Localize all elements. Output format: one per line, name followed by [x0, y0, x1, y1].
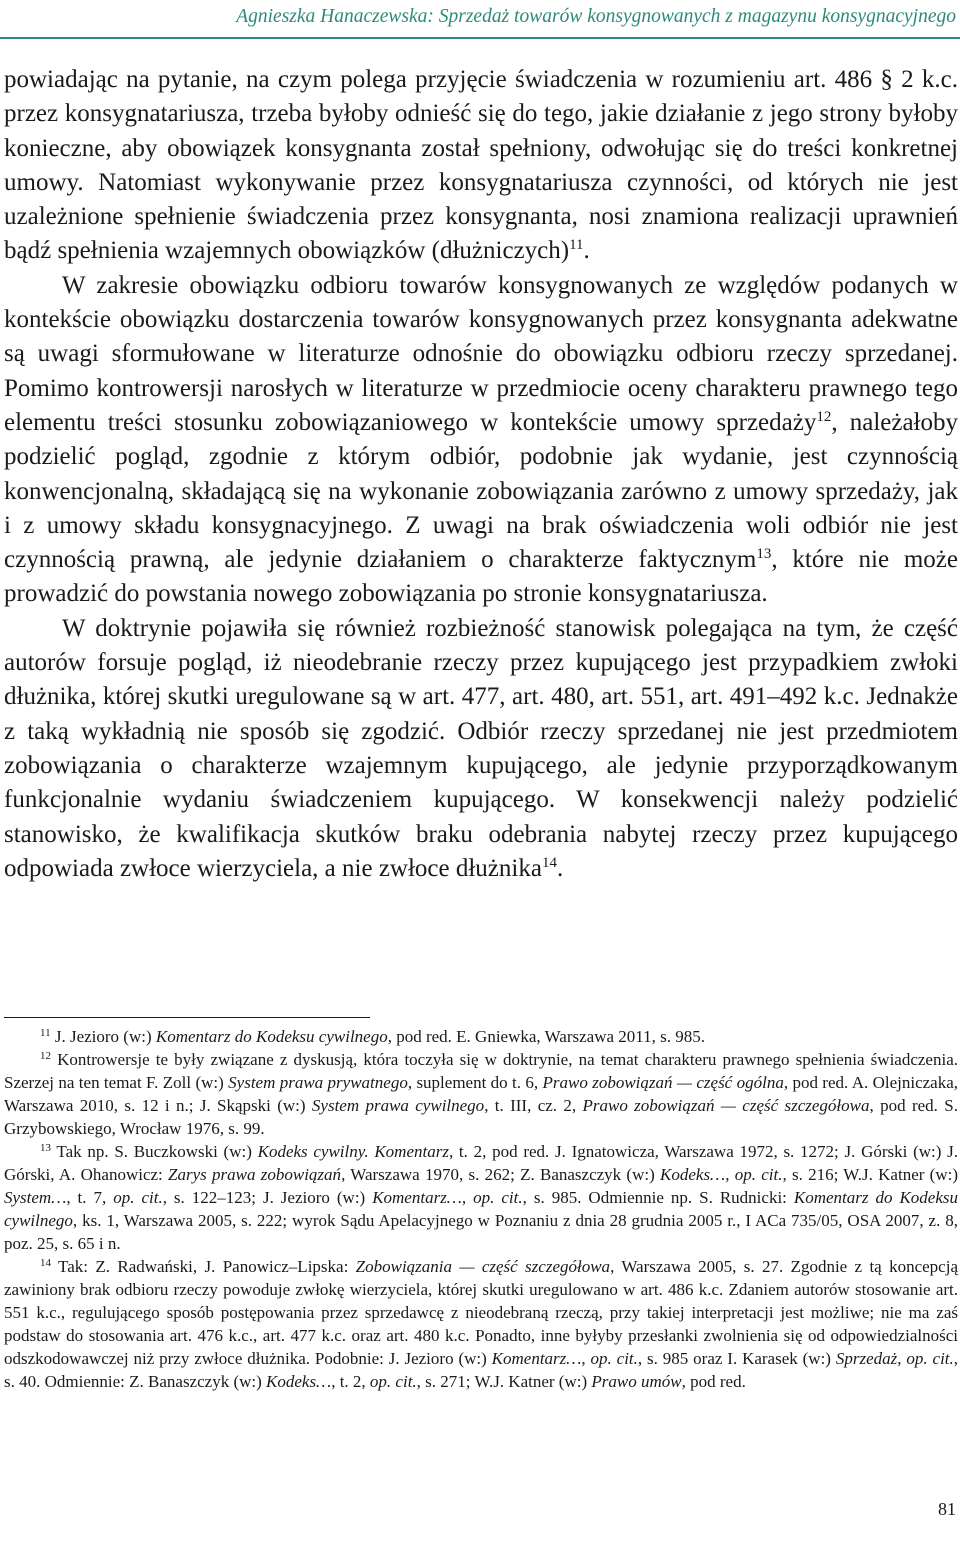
footnote-title: Sprzedaż: [835, 1349, 898, 1368]
footnote-text: , t. 7,: [66, 1188, 114, 1207]
text-run: powiadając na pytanie, na czym polega przyjęcie świadczenia w rozumieniu art. 486 § 2 k.c. przez konsygnatariusza, trzeba byłoby odnieść się do tego, jakie działanie z jego strony byłoby konieczne, aby obowiązek konsygnanta został spełniony, odwołując się do treści konkretnej umowy. Natomiast wykonywanie przez konsygnatariusza czynności, od których nie jest uzależnione spełnienie świadczenia przez konsygnanta, nosi znamiona realizacji uprawnień bądź spełnienia wzajemnych obowiązków (dłużniczych): [4, 66, 958, 265]
footnote-title: op. cit.: [906, 1349, 954, 1368]
footnote-text: , pod red. S. Grzybowskiego, Wrocław 1976, s. 99.: [4, 1096, 958, 1138]
page-number: 81: [938, 1499, 956, 1519]
footnote-title: System prawa cywilnego: [311, 1096, 485, 1115]
text-run: , należałoby podzielić pogląd, zgodnie z którym odbiór, podobnie jak wydanie, jest czynnością konwencjonalną, składającą się na wykonanie zobowiązania zarówno z umowy sprzedaży, jak i z umowy składu konsygnacyjnego. Z uwagi na brak oświadczenia woli odbiór nie jest czynnością prawną, ale jedynie działaniem o charakterze faktycznym: [4, 408, 958, 574]
footnote: [4, 1140, 958, 1255]
footnote-separator: [4, 1017, 370, 1018]
footnote-title: op. cit.: [369, 1372, 417, 1391]
footnote-text: ,: [581, 1349, 591, 1368]
footnote-text: , t. 2,: [331, 1372, 370, 1391]
footnote-title: Komentarz…: [491, 1349, 582, 1368]
footnote-title: Kodeks cywilny. Komentarz: [257, 1142, 449, 1161]
text-run: , które nie może prowadzić do powstania nowego zobowiązania po stronie konsygnatariusza.: [4, 546, 958, 608]
footnote-text: , Warszawa 2005, s. 27. Zgodnie z tą koncepcją zawiniony brak odbioru rzeczy powoduje zwłokę wierzyciela, której skutki uregulowano w art. 486 k.c. Zdaniem autorów stosowanie art. 551 k.c., regulującego sposób postępowania przez sprzedawcę z nieodebraną rzeczą, przy takiej interpretacji jest możliwe; nie ma zaś podstaw do stosowania art. 476 k.c., art. 477 k.c. oraz art. 480 k.c. Ponadto, inne byłyby przesłanki zwolnienia się od odpowiedzialności odszkodowawczej niż przy zwłoce dłużnika. Podobnie: J. Jezioro (w:): [4, 1257, 958, 1368]
footnote-title: Kodeks…: [660, 1165, 726, 1184]
footnote-number: 12: [40, 1050, 51, 1062]
footnote-text: , s. 271; W.J. Katner (w:): [416, 1372, 592, 1391]
footnote-title: Zobowiązania — część szczegółowa: [355, 1257, 611, 1276]
paragraph: [4, 612, 958, 886]
footnote-text: , suplement do t. 6,: [407, 1073, 543, 1092]
footnote-text: , t. III, cz. 2,: [484, 1096, 583, 1115]
running-header: Agnieszka Hanaczewska: Sprzedaż towarów konsygnowanych z magazynu konsygnacyjnego: [236, 6, 956, 27]
footnote-title: Prawo umów: [591, 1372, 682, 1391]
footnote-title: op. cit.: [473, 1188, 523, 1207]
footnote-text: , s. 985 oraz I. Karasek (w:): [637, 1349, 836, 1368]
paragraph: [4, 269, 958, 612]
footnote-text: , t. 2, pod red. J. Ignatowicza, Warszawa 1972, s. 1272; J. Górski (w:) J. Górski, A. Ohanowicz:: [4, 1142, 958, 1184]
footnote-title: Kodeks…: [266, 1372, 332, 1391]
footnote-ref-14[interactable]: 14: [541, 854, 557, 871]
header-rule: [0, 37, 960, 39]
text-run: W doktrynie pojawiła się również rozbieżność stanowisk polegająca na tym, że część autorów forsuje pogląd, iż nieodebranie rzeczy przez kupującego jest przypadkiem zwłoki dłużnika, której skutki uregulowane są w art. 477, art. 480, art. 551, art. 491–492 k.c. Jednakże z taką wykładnią nie sposób się zgodzić. Odbiór rzeczy sprzedanej nie jest przedmiotem zobowiązania o charakterze wzajemnym kupującego, ale jedynie przyporządkowanym funkcjonalnie wydaniu świadczeniem kupującego. W konsekwencji należy podzielić stanowisko, że kwalifikacja skutków braku odebrania nabytej rzeczy przez kupującego odpowiada zwłoce wierzyciela, a nie zwłoce dłużnika: [4, 614, 958, 882]
footnote-text: , s. 216; W.J. Katner (w:): [782, 1165, 958, 1184]
footnote-text: , ks. 1, Warszawa 2005, s. 222; wyrok Sądu Apelacyjnego w Poznaniu z dnia 28 grudnia 2005 r., I ACa 735/05, OSA 2007, z. 8, poz. 25, s. 65 i n.: [4, 1211, 958, 1253]
footnote: [4, 1048, 958, 1140]
footnote-title: Prawo zobowiązań — część ogólna: [542, 1073, 784, 1092]
footnote-text: Kontrowersje te były związane z dyskusją, która toczyła się w doktrynie, na temat charakteru prawnego spełnienia świadczenia. Szerzej na ten temat F. Zoll (w:): [4, 1050, 958, 1092]
footnote-text: , s. 985. Odmiennie np. S. Rudnicki:: [522, 1188, 794, 1207]
footnote-title: Prawo zobowiązań — część szczegółowa: [582, 1096, 870, 1115]
footnote-title: System prawa prywatnego: [228, 1073, 408, 1092]
footnote-number: 11: [40, 1027, 51, 1039]
footnote-title: System…: [4, 1188, 67, 1207]
footnote-text: ,: [897, 1349, 907, 1368]
footnote-text: ,: [461, 1188, 474, 1207]
footnote-ref-11[interactable]: 11: [569, 237, 584, 254]
text-run: .: [583, 237, 590, 265]
footnote-text: , s. 40. Odmiennie: Z. Banaszczyk (w:): [4, 1349, 959, 1391]
footnote-text: Tak np. S. Buczkowski (w:): [51, 1142, 258, 1161]
footnote-text: , pod red. A. Olejniczaka, Warszawa 2010, s. 12 i n.; J. Skąpski (w:): [4, 1073, 959, 1115]
footnote: [4, 1025, 958, 1048]
text-run: W zakresie obowiązku odbioru towarów konsygnowanych ze względów podanych w kontekście obowiązku dostarczenia towarów konsygnowanych przez konsygnanta adekwatne są uwagi sformułowane w literaturze odnośnie do obowiązku odbioru rzeczy sprzedanej. Pomimo kontrowersji narosłych w literaturze w przedmiocie oceny charakteru prawnego tego elementu treści stosunku zobowiązaniowego w kontekście umowy sprzedaży: [4, 271, 958, 436]
footnote-text: J. Jezioro (w:): [50, 1027, 156, 1046]
footnote-text: , s. 122–123; J. Jezioro (w:): [162, 1188, 373, 1207]
footnotes: [4, 1025, 958, 1393]
footnote-text: , Warszawa 1970, s. 262; Z. Banaszczyk (w:): [341, 1165, 661, 1184]
main-text: [4, 63, 958, 886]
footnote-text: , pod red.: [681, 1372, 746, 1391]
footnote-text: , pod red. E. Gniewka, Warszawa 2011, s. 985.: [387, 1027, 706, 1046]
footnote-title: op. cit.: [734, 1165, 783, 1184]
footnote-ref-12[interactable]: 12: [816, 408, 832, 425]
footnote-text: ,: [725, 1165, 735, 1184]
footnote-title: Komentarz do Kodeksu cywilnego: [4, 1188, 958, 1230]
footnote-number: 14: [40, 1257, 51, 1269]
footnote-title: Komentarz…: [372, 1188, 462, 1207]
footnote-number: 13: [40, 1142, 51, 1154]
footnote-title: op. cit.: [113, 1188, 163, 1207]
footnote-text: Tak: Z. Radwański, J. Panowicz–Lipska:: [51, 1257, 356, 1276]
footnote-title: Zarys prawa zobowiązań: [168, 1165, 342, 1184]
footnote-title: Komentarz do Kodeksu cywilnego: [155, 1027, 388, 1046]
paragraph: [4, 63, 958, 269]
footnote: [4, 1255, 958, 1393]
footnote-ref-13[interactable]: 13: [756, 546, 772, 563]
text-run: .: [556, 854, 564, 882]
footnote-title: op. cit.: [590, 1349, 638, 1368]
